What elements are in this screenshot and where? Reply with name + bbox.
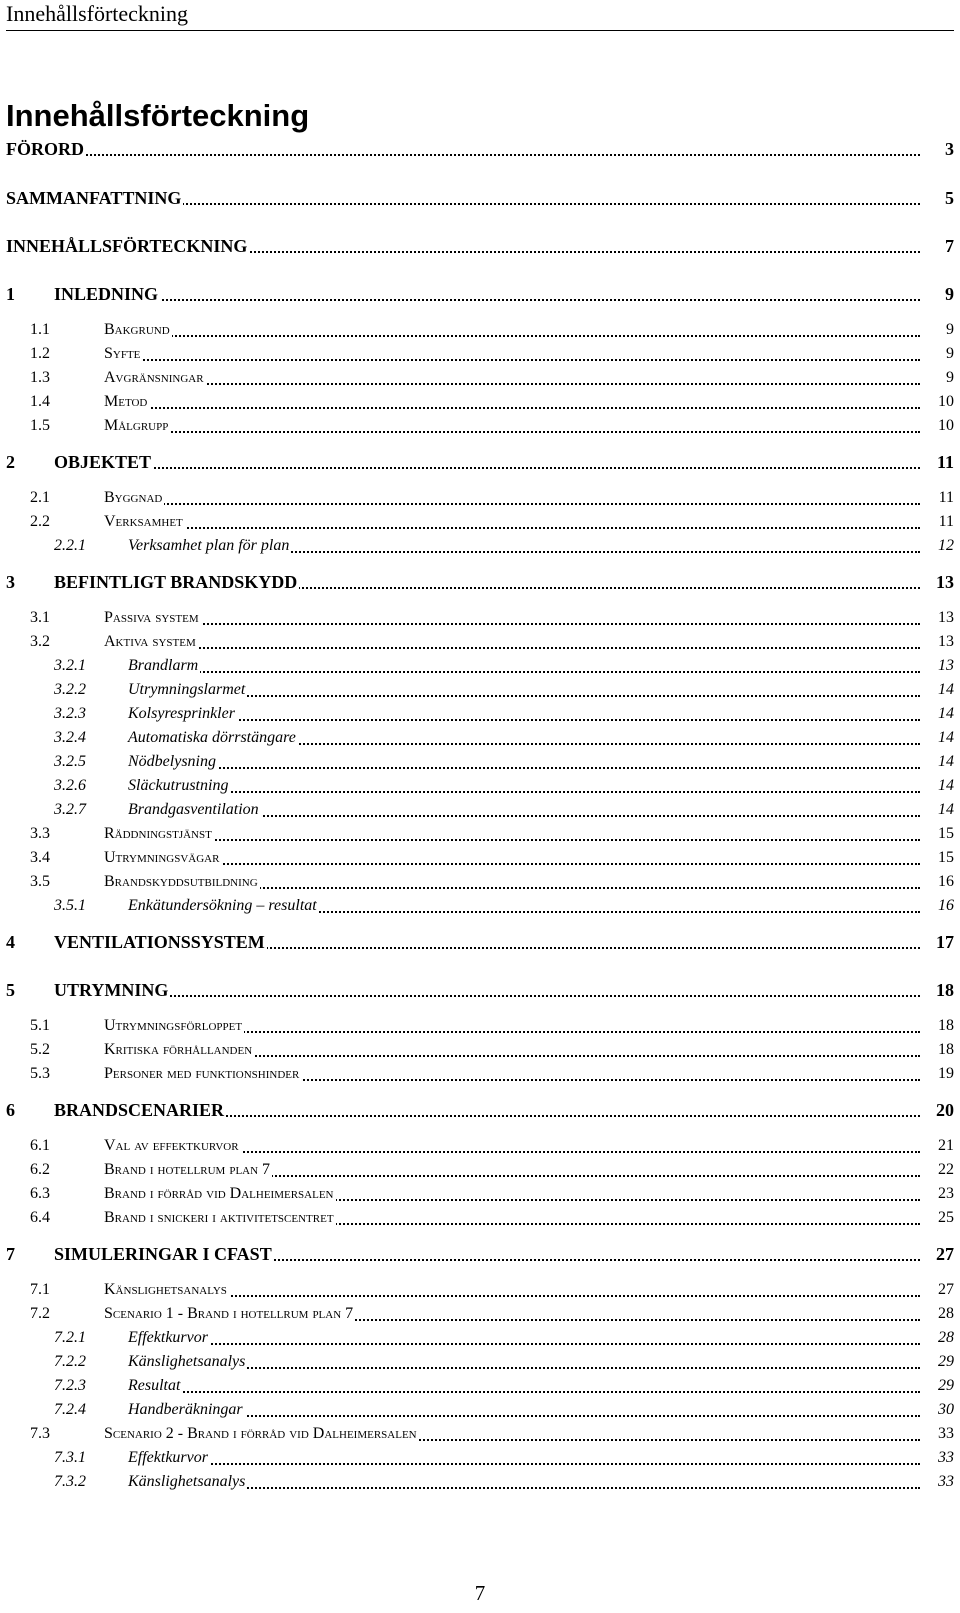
toc-entry-page: 13 bbox=[935, 654, 954, 678]
toc-entry-page: 16 bbox=[935, 894, 954, 918]
toc-entry-page: 14 bbox=[935, 726, 954, 750]
toc-entry-title: FÖRORD bbox=[6, 139, 84, 159]
toc-entry-page: 14 bbox=[935, 702, 954, 726]
toc-entry-page: 33 bbox=[935, 1422, 954, 1446]
toc-entry-title: Passiva system bbox=[104, 606, 201, 630]
toc-entry-title: Bakgrund bbox=[104, 318, 172, 342]
toc-entry-title: Enkätundersökning – resultat bbox=[128, 894, 319, 918]
toc-entry[interactable] bbox=[0, 1158, 960, 1182]
toc-entry[interactable] bbox=[0, 1446, 960, 1470]
toc-entry-title: OBJEKTET bbox=[54, 452, 152, 472]
toc-entry-number: 3.5 bbox=[30, 873, 50, 890]
toc-entry[interactable] bbox=[0, 726, 960, 750]
dot-leader bbox=[104, 383, 920, 385]
running-header: Innehållsförteckning bbox=[6, 0, 954, 31]
toc-entry-title: Effektkurvor bbox=[128, 1326, 210, 1350]
toc-entry-number: 5.2 bbox=[30, 1041, 50, 1058]
toc-entry-title: Handberäkningar bbox=[128, 1398, 245, 1422]
toc-entry[interactable] bbox=[0, 534, 960, 558]
toc-entry-number: 3.4 bbox=[30, 849, 50, 866]
toc-entry-title: Utrymningsförloppet bbox=[104, 1014, 244, 1038]
toc-entry-number: 4 bbox=[6, 932, 15, 952]
toc-entry-title: Verksamhet plan för plan bbox=[128, 534, 291, 558]
toc-entry-number: 2.1 bbox=[30, 489, 50, 506]
toc-entry-title: Automatiska dörrstängare bbox=[128, 726, 298, 750]
toc-entry-number: 7.2.1 bbox=[54, 1329, 86, 1346]
toc-entry-page: 9 bbox=[943, 318, 954, 342]
toc-entry-title: Val av effektkurvor bbox=[104, 1134, 241, 1158]
toc-entry-page: 9 bbox=[942, 282, 954, 306]
toc-entry[interactable] bbox=[0, 1302, 960, 1326]
toc-entry-page: 17 bbox=[933, 930, 954, 954]
toc-entry-number: 7.3 bbox=[30, 1425, 50, 1442]
toc-entry-page: 20 bbox=[933, 1098, 954, 1122]
toc-entry-number: 1.4 bbox=[30, 393, 50, 410]
toc-entry-page: 10 bbox=[935, 390, 954, 414]
toc-entry-number: 1.2 bbox=[30, 345, 50, 362]
toc-entry-title: UTRYMNING bbox=[54, 980, 169, 1000]
toc-entry-number: 7.2.4 bbox=[54, 1401, 86, 1418]
toc-entry-number: 2.2.1 bbox=[54, 537, 86, 554]
toc-entry-title: Brandlarm bbox=[128, 654, 200, 678]
toc-entry-number: 5.1 bbox=[30, 1017, 50, 1034]
toc-entry-title: INNEHÅLLSFÖRTECKNING bbox=[6, 236, 248, 256]
toc-entry[interactable] bbox=[0, 846, 960, 870]
toc-entry-title: Känslighetsanalys bbox=[104, 1278, 229, 1302]
toc-entry[interactable] bbox=[0, 234, 960, 258]
toc-entry-title: Byggnad bbox=[104, 486, 164, 510]
toc-entry-title: BRANDSCENARIER bbox=[54, 1100, 225, 1120]
toc-entry[interactable] bbox=[0, 978, 960, 1002]
toc-entry-page: 13 bbox=[935, 630, 954, 654]
dot-leader bbox=[128, 1415, 920, 1417]
toc-entry-number: 3.2.1 bbox=[54, 657, 86, 674]
toc-entry-number: 3.5.1 bbox=[54, 897, 86, 914]
dot-leader bbox=[104, 431, 920, 433]
dot-leader bbox=[104, 863, 920, 865]
toc-entry-page: 25 bbox=[935, 1206, 954, 1230]
toc-entry-title: Utrymningslarmet bbox=[128, 678, 247, 702]
toc-entry-title: Kritiska förhållanden bbox=[104, 1038, 254, 1062]
toc-entry-number: 2 bbox=[6, 452, 15, 472]
toc-entry[interactable] bbox=[0, 570, 960, 594]
toc-entry[interactable] bbox=[0, 1278, 960, 1302]
toc-entry-number: 7.1 bbox=[30, 1281, 50, 1298]
toc-entry-number: 1.1 bbox=[30, 321, 50, 338]
toc-entry[interactable] bbox=[0, 1062, 960, 1086]
toc-entry-page: 7 bbox=[942, 234, 954, 258]
toc-entry[interactable] bbox=[0, 870, 960, 894]
toc-entry-title: Kolsyresprinkler bbox=[128, 702, 237, 726]
toc-entry-title: Personer med funktionshinder bbox=[104, 1062, 301, 1086]
toc-entry-number: 3.2.5 bbox=[54, 753, 86, 770]
dot-leader bbox=[128, 1343, 920, 1345]
toc-entry[interactable] bbox=[0, 630, 960, 654]
toc-entry-number: 3.3 bbox=[30, 825, 50, 842]
toc-entry-page: 11 bbox=[936, 510, 954, 534]
toc-entry-title: Brand i snickeri i aktivitetscentret bbox=[104, 1206, 336, 1230]
toc-entry[interactable] bbox=[0, 1422, 960, 1446]
toc-entry[interactable] bbox=[0, 486, 960, 510]
dot-leader bbox=[128, 791, 920, 793]
toc-entry-page: 14 bbox=[935, 750, 954, 774]
dot-leader bbox=[128, 719, 920, 721]
toc-entry-page: 18 bbox=[935, 1014, 954, 1038]
toc-entry-page: 33 bbox=[935, 1470, 954, 1494]
toc-entry-number: 3.1 bbox=[30, 609, 50, 626]
toc-entry[interactable] bbox=[0, 1134, 960, 1158]
toc-entry-title: VENTILATIONSSYSTEM bbox=[54, 932, 265, 952]
toc-entry-page: 21 bbox=[935, 1134, 954, 1158]
dot-leader bbox=[128, 767, 920, 769]
toc-entry-page: 11 bbox=[936, 486, 954, 510]
toc-entry-title: SAMMANFATTNING bbox=[6, 188, 182, 208]
toc-entry-number: 6 bbox=[6, 1100, 15, 1120]
toc-entry-number: 7.2.2 bbox=[54, 1353, 86, 1370]
toc-entry-number: 6.1 bbox=[30, 1137, 50, 1154]
toc-entry[interactable] bbox=[0, 678, 960, 702]
toc-entry[interactable] bbox=[0, 1038, 960, 1062]
toc-entry-page: 3 bbox=[942, 137, 954, 161]
toc-entry[interactable] bbox=[0, 282, 960, 306]
toc-entry[interactable] bbox=[0, 1470, 960, 1494]
toc-entry[interactable] bbox=[0, 774, 960, 798]
toc-entry[interactable] bbox=[0, 1398, 960, 1422]
toc-entry-page: 10 bbox=[935, 414, 954, 438]
toc-entry-number: 7 bbox=[6, 1244, 15, 1264]
toc-entry-title: Målgrupp bbox=[104, 414, 170, 438]
toc-entry[interactable] bbox=[0, 930, 960, 954]
toc-entry[interactable] bbox=[0, 414, 960, 438]
toc-entry[interactable] bbox=[0, 510, 960, 534]
dot-leader bbox=[104, 527, 920, 529]
toc-entry-number: 6.2 bbox=[30, 1161, 50, 1178]
toc-entry-number: 1 bbox=[6, 284, 15, 304]
dot-leader bbox=[128, 1463, 920, 1465]
toc-entry[interactable] bbox=[0, 318, 960, 342]
toc-entry[interactable] bbox=[0, 366, 960, 390]
toc-entry-title: Känslighetsanalys bbox=[128, 1470, 247, 1494]
toc-entry-number: 6.3 bbox=[30, 1185, 50, 1202]
toc-entry-number: 3.2.4 bbox=[54, 729, 86, 746]
toc-entry-number: 7.3.2 bbox=[54, 1473, 86, 1490]
toc-entry-title: Brandskyddsutbildning bbox=[104, 870, 260, 894]
toc-entry-page: 13 bbox=[935, 606, 954, 630]
toc-entry-title: Räddningstjänst bbox=[104, 822, 214, 846]
toc-entry-title: Brand i hotellrum plan 7 bbox=[104, 1158, 272, 1182]
dot-leader bbox=[54, 995, 920, 997]
toc-entry-page: 18 bbox=[935, 1038, 954, 1062]
toc-entry-page: 29 bbox=[935, 1374, 954, 1398]
toc-entry[interactable] bbox=[0, 750, 960, 774]
toc-entry-page: 14 bbox=[935, 774, 954, 798]
dot-leader bbox=[104, 359, 920, 361]
toc-entry-number: 1.5 bbox=[30, 417, 50, 434]
toc-entry-number: 7.2.3 bbox=[54, 1377, 86, 1394]
dot-leader bbox=[104, 839, 920, 841]
toc-entry-title: Aktiva system bbox=[104, 630, 198, 654]
toc-entry-page: 28 bbox=[935, 1302, 954, 1326]
toc-entry-page: 23 bbox=[935, 1182, 954, 1206]
toc-entry-page: 15 bbox=[935, 846, 954, 870]
toc-entry-number: 1.3 bbox=[30, 369, 50, 386]
toc-entry-page: 27 bbox=[933, 1242, 954, 1266]
page-number: 7 bbox=[474, 1581, 486, 1605]
dot-leader bbox=[128, 1391, 920, 1393]
toc-entry-page: 12 bbox=[935, 534, 954, 558]
toc-entry-page: 15 bbox=[935, 822, 954, 846]
toc-entry-title: INLEDNING bbox=[54, 284, 159, 304]
toc-entry-title: Släckutrustning bbox=[128, 774, 230, 798]
dot-leader bbox=[104, 407, 920, 409]
toc-entry-page: 30 bbox=[935, 1398, 954, 1422]
toc-entry[interactable] bbox=[0, 1242, 960, 1266]
toc-entry[interactable] bbox=[0, 342, 960, 366]
toc-entry-page: 28 bbox=[935, 1326, 954, 1350]
dot-leader bbox=[104, 647, 920, 649]
toc-entry[interactable] bbox=[0, 1098, 960, 1122]
toc-entry-title: Brandgasventilation bbox=[128, 798, 261, 822]
toc-entry[interactable] bbox=[0, 137, 960, 161]
toc-entry-page: 22 bbox=[935, 1158, 954, 1182]
toc-entry[interactable] bbox=[0, 390, 960, 414]
toc-entry-page: 33 bbox=[935, 1446, 954, 1470]
toc-entry-title: Avgränsningar bbox=[104, 366, 206, 390]
toc-entry-number: 5 bbox=[6, 980, 15, 1000]
toc-entry-number: 5.3 bbox=[30, 1065, 50, 1082]
toc-entry-page: 27 bbox=[935, 1278, 954, 1302]
toc-entry[interactable] bbox=[0, 822, 960, 846]
toc-entry-title: Scenario 2 - Brand i förråd vid Dalheimersalen bbox=[104, 1422, 419, 1446]
toc-entry-title: Effektkurvor bbox=[128, 1446, 210, 1470]
toc-entry[interactable] bbox=[0, 702, 960, 726]
toc-entry-title: BEFINTLIGT BRANDSKYDD bbox=[54, 572, 298, 592]
toc-entry[interactable] bbox=[0, 894, 960, 918]
toc-entry-page: 29 bbox=[935, 1350, 954, 1374]
dot-leader bbox=[128, 671, 920, 673]
dot-leader bbox=[6, 154, 920, 156]
toc-entry[interactable] bbox=[0, 450, 960, 474]
toc-entry[interactable] bbox=[0, 1374, 960, 1398]
toc-entry-page: 13 bbox=[933, 570, 954, 594]
toc-entry-number: 2.2 bbox=[30, 513, 50, 530]
toc-entry-title: Resultat bbox=[128, 1374, 182, 1398]
toc-entry[interactable] bbox=[0, 1014, 960, 1038]
toc-entry[interactable] bbox=[0, 1206, 960, 1230]
toc-entry-page: 9 bbox=[943, 342, 954, 366]
toc-entry-title: Utrymningsvägar bbox=[104, 846, 221, 870]
toc-entry-title: Nödbelysning bbox=[128, 750, 218, 774]
dot-leader bbox=[54, 467, 920, 469]
toc-entry[interactable] bbox=[0, 606, 960, 630]
toc-entry-number: 6.4 bbox=[30, 1209, 50, 1226]
toc-entry-number: 3.2.6 bbox=[54, 777, 86, 794]
toc-entry[interactable] bbox=[0, 654, 960, 678]
toc-entry[interactable] bbox=[0, 798, 960, 822]
toc-entry[interactable] bbox=[0, 186, 960, 210]
toc-entry-page: 11 bbox=[934, 450, 954, 474]
toc-entry-number: 7.2 bbox=[30, 1305, 50, 1322]
toc-entry-title: Syfte bbox=[104, 342, 142, 366]
dot-leader bbox=[104, 503, 920, 505]
dot-leader bbox=[104, 623, 920, 625]
toc-entry-page: 14 bbox=[935, 678, 954, 702]
toc-entry-page: 5 bbox=[942, 186, 954, 210]
toc-entry-page: 19 bbox=[935, 1062, 954, 1086]
toc-entry-number: 3 bbox=[6, 572, 15, 592]
toc-entry-number: 7.3.1 bbox=[54, 1449, 86, 1466]
toc-entry-number: 3.2.3 bbox=[54, 705, 86, 722]
toc-entry-title: SIMULERINGAR I CFAST bbox=[54, 1244, 272, 1264]
dot-leader bbox=[104, 335, 920, 337]
toc-entry-page: 18 bbox=[933, 978, 954, 1002]
toc-entry-number: 3.2.2 bbox=[54, 681, 86, 698]
toc-entry[interactable] bbox=[0, 1182, 960, 1206]
toc-entry-title: Brand i förråd vid Dalheimersalen bbox=[104, 1182, 336, 1206]
toc-entry-title: Scenario 1 - Brand i hotellrum plan 7 bbox=[104, 1302, 355, 1326]
toc-entry-number: 3.2.7 bbox=[54, 801, 86, 818]
page-title: Innehållsförteckning bbox=[6, 98, 310, 133]
toc-entry-page: 16 bbox=[935, 870, 954, 894]
toc-entry[interactable] bbox=[0, 1326, 960, 1350]
dot-leader bbox=[54, 299, 920, 301]
toc-entry-title: Verksamhet bbox=[104, 510, 185, 534]
toc-entry-title: Metod bbox=[104, 390, 149, 414]
toc-entry-title: Känslighetsanalys bbox=[128, 1350, 247, 1374]
toc-entry-page: 14 bbox=[935, 798, 954, 822]
toc-entry-page: 9 bbox=[943, 366, 954, 390]
toc-entry-number: 3.2 bbox=[30, 633, 50, 650]
toc-entry[interactable] bbox=[0, 1350, 960, 1374]
